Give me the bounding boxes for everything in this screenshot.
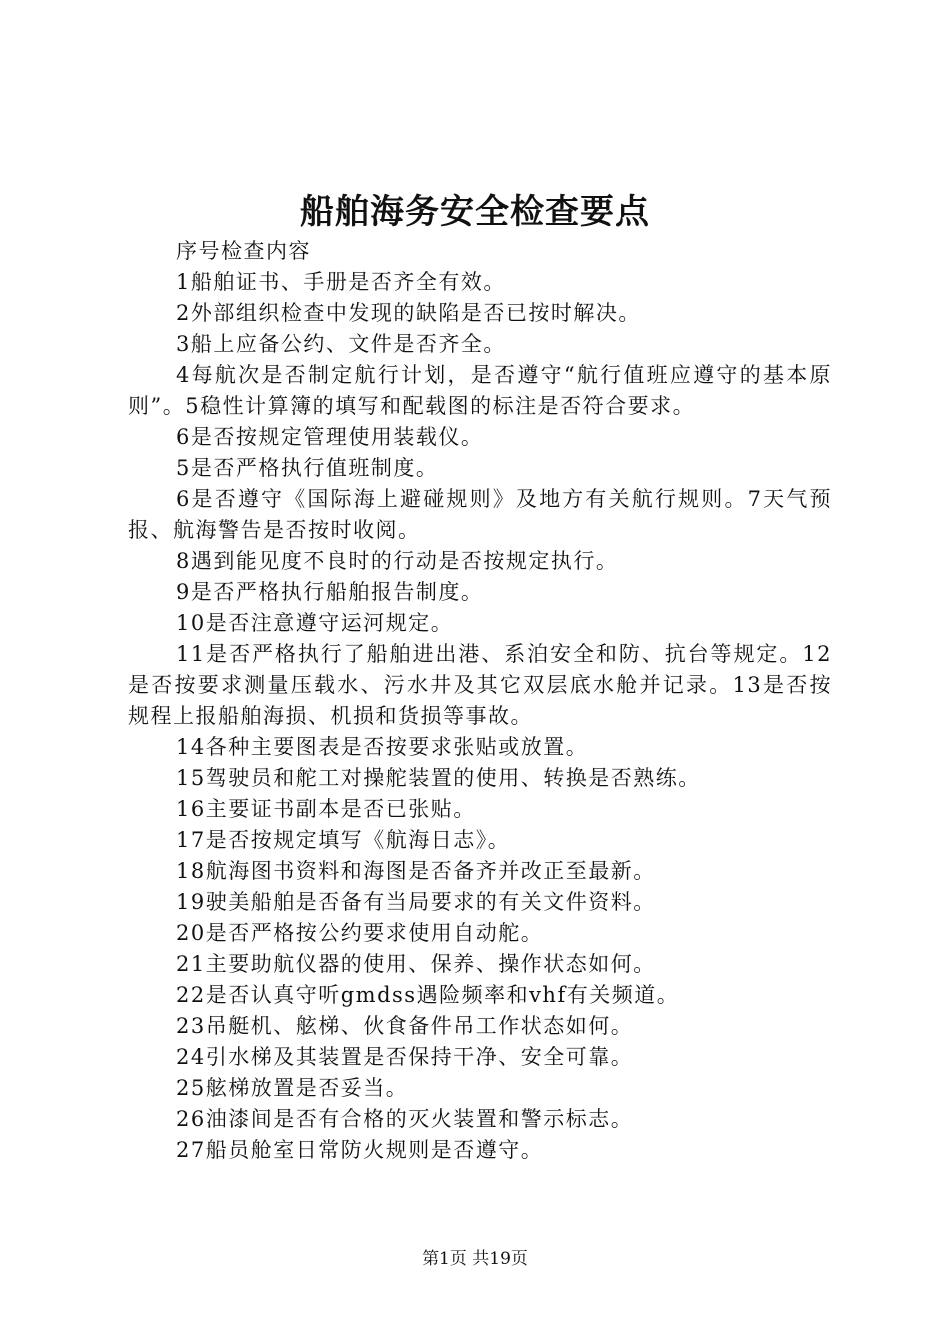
document-title: 船舶海务安全检查要点 <box>300 192 650 232</box>
paragraph: 27船员舱室日常防火规则是否遵守。 <box>176 1138 544 1162</box>
paragraph: 3船上应备公约、文件是否齐全。 <box>176 332 506 356</box>
paragraph: 2外部组织检查中发现的缺陷是否已按时解决。 <box>176 301 641 325</box>
paragraph: 19驶美船舶是否备有当局要求的有关文件资料。 <box>176 890 656 914</box>
paragraph: 5是否严格执行值班制度。 <box>176 456 439 480</box>
paragraph: 6是否按规定管理使用装载仪。 <box>176 425 484 449</box>
paragraph: 8遇到能见度不良时的行动是否按规定执行。 <box>176 549 619 573</box>
paragraph: 22是否认真守听gmdss遇险频率和vhf有关频道。 <box>176 983 680 1007</box>
paragraph: 16主要证书副本是否已张贴。 <box>176 797 476 821</box>
paragraph: 23吊艇机、舷梯、伙食备件吊工作状态如何。 <box>176 1014 634 1038</box>
paragraph: 15驾驶员和舵工对操舵装置的使用、转换是否熟练。 <box>176 766 701 790</box>
paragraph: 10是否注意遵守运河规定。 <box>176 611 454 635</box>
paragraph: 24引水梯及其装置是否保持干净、安全可靠。 <box>176 1045 634 1069</box>
paragraph: 4每航次是否制定航行计划，是否遵守“航行值班应遵守的基本原则”。5稳性计算簿的填写和配载图的标注是否符合要求。 <box>128 363 832 418</box>
paragraph: 25舷梯放置是否妥当。 <box>176 1076 409 1100</box>
paragraph: 26油漆间是否有合格的灭火装置和警示标志。 <box>176 1107 634 1131</box>
paragraph: 9是否严格执行船舶报告制度。 <box>176 580 484 604</box>
page-footer: 第1页 共19页 <box>422 1249 528 1269</box>
paragraph: 14各种主要图表是否按要求张贴或放置。 <box>176 735 589 759</box>
paragraph: 21主要助航仪器的使用、保养、操作状态如何。 <box>176 952 656 976</box>
paragraph: 18航海图书资料和海图是否备齐并改正至最新。 <box>176 859 656 883</box>
paragraph: 17是否按规定填写《航海日志》。 <box>176 828 511 852</box>
paragraph: 11是否严格执行了船舶进出港、系泊安全和防、抗台等规定。12是否按要求测量压载水、污水井及其它双层底水舱并记录。13是否按规程上报船舶海损、机损和货损等事故。 <box>128 642 832 728</box>
document-body <box>128 236 832 1166</box>
paragraph: 20是否严格按公约要求使用自动舵。 <box>176 921 544 945</box>
paragraph: 1船舶证书、手册是否齐全有效。 <box>176 270 506 294</box>
paragraph: 序号检查内容 <box>176 239 311 263</box>
paragraph: 6是否遵守《国际海上避碰规则》及地方有关航行规则。7天气预报、航海警告是否按时收阅。 <box>128 487 832 542</box>
